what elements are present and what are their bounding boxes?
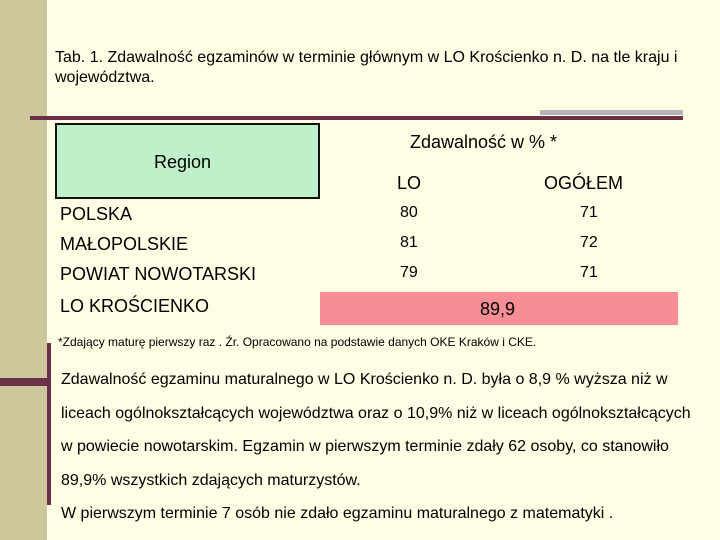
table-row [55, 290, 678, 325]
region-cell: POLSKA [60, 204, 133, 224]
merged-value-cell [320, 292, 678, 325]
summary-text [61, 363, 701, 531]
lo-value: 79 [400, 264, 418, 281]
title-rule-shadow [540, 110, 683, 115]
lo-value: 81 [400, 234, 418, 251]
table-row [55, 229, 678, 259]
lo-header: LO [397, 173, 422, 193]
region-header-cell [55, 123, 320, 199]
region-cell: POWIAT NOWOTARSKI [60, 264, 257, 284]
table-row [55, 259, 678, 290]
lo-value: 80 [400, 204, 418, 221]
summary-paragraph: Zdawalność egzaminu maturalnego w LO Krościenko n. D. była o 8,9 % wyższa niż w liceach ogólnokształcących województwa oraz o 10,9% niż w liceach ogólnokształcących w powiecie nowotarskim. Egzamin w pierwszym terminie zdały 62 osoby, co stanowiło 89,9% wszystkich zdających maturzystów. [61, 371, 691, 489]
page-title: Tab. 1. Zdawalność egzaminów w terminie głównym w LO Krościenko n. D. na tle kraju i województwa. [55, 49, 678, 86]
pass-rate-header: Zdawalność w % * [410, 132, 558, 152]
total-value: 71 [580, 204, 598, 221]
sidebar-band [0, 0, 47, 540]
table-row [55, 199, 678, 229]
region-header: Region [154, 152, 212, 172]
title-rule [30, 116, 683, 120]
region-cell: MAŁOPOLSKIE [60, 234, 189, 254]
results-table [55, 123, 678, 325]
paragraph-rule [47, 343, 51, 505]
region-cell: LO KROŚCIENKO [60, 296, 210, 316]
merged-value: 89,9 [480, 299, 516, 319]
pass-rate-header-cell [320, 123, 678, 199]
sidebar-accent-bar [0, 378, 47, 386]
summary-paragraph: W pierwszym terminie 7 osób nie zdało egzaminu maturalnego z matematyki . [61, 505, 614, 522]
total-value: 71 [580, 264, 598, 281]
total-header: OGÓŁEM [544, 173, 624, 193]
total-value: 72 [580, 234, 598, 251]
table-footnote: *Zdający maturę pierwszy raz . Źr. Opracowano na podstawie danych OKE Kraków i CKE. [58, 335, 537, 349]
